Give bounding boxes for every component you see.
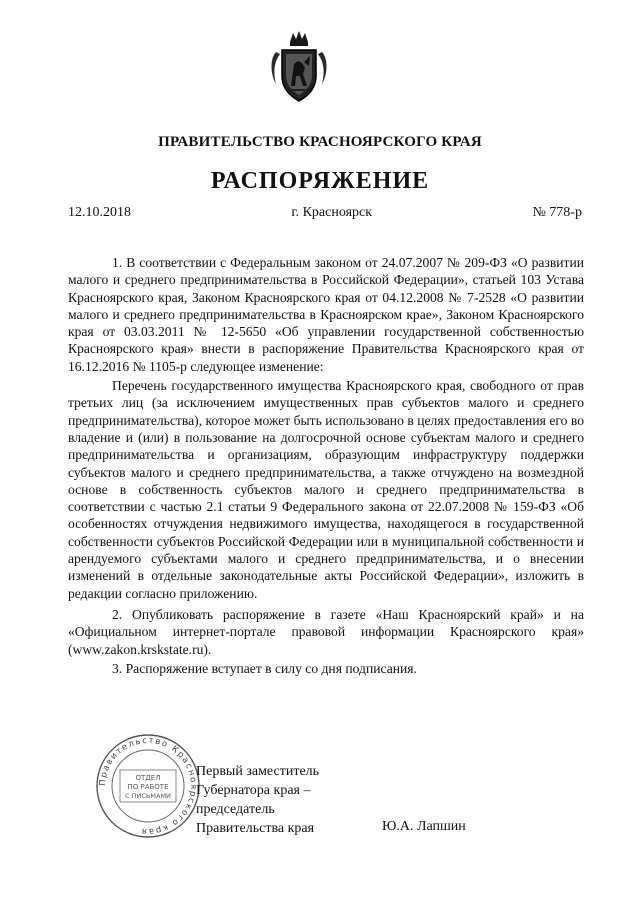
stamp-center-line-2: ПО РАБОТЕ [127,783,169,791]
signer-name: Ю.А. Лапшин [382,819,466,834]
stamp-ring-text: Правительство Красноярского края [97,735,199,837]
document-date: 12.10.2018 [68,205,131,220]
signer-title-line-3: председатель [196,802,275,817]
signature-block [196,762,319,838]
body-paragraph-2: Перечень государственного имущества Красноярского края, свободного от прав третьих лиц (за исключением имущественных прав субъектов малого и среднего предпринимательства), которое может быть использовано в целях предоставления его во владение и (или) в пользование на долгосрочной основе субъектам малого и среднего предпринимательства и организациям, образующим инфраструктуру поддержки субъектов малого и среднего предпринимательства, а также отчуждено на возмездной основе в собственность субъектов малого и среднего предпринимательства в соответствии с частью 2.1 статьи 9 Федерального закона от 22.07.2008 № 159-ФЗ «Об особенностях отчуждения недвижимого имущества, находящегося в государственной собственности субъектов Российской Федерации или в муниципальной собственности и арендуемого субъектами малого и среднего предпринимательства, и о внесении изменений в отдельные законодательные акты Российской Федерации», изложить в редакции согласно приложению. [68,378,584,601]
body-paragraph-1: 1. В соответствии с Федеральным законом от 24.07.2007 № 209-ФЗ «О развитии малого и среднего предпринимательства в Российской Федерации», статьей 103 Устава Красноярского края, Законом Красноярского края от 04.12.2008 № 7-2528 «О развитии малого и среднего предпринимательства в Красноярском крае», Законом Красноярского края от 03.03.2011 № 12-5650 «Об управлении государственной собственностью Красноярского края» внести в распоряжение Правительства Красноярского края от 16.12.2016 № 1105-р следующее изменение: [68,255,584,374]
body-paragraph-4: 3. Распоряжение вступает в силу со дня подписания. [112,660,417,676]
document-meta-row [68,205,582,221]
document-number: № 778-р [532,205,582,220]
government-title: ПРАВИТЕЛЬСТВО КРАСНОЯРСКОГО КРАЯ [158,134,482,150]
document-type-title: РАСПОРЯЖЕНИЕ [210,168,430,194]
signer-title-line-1: Первый заместитель [196,764,320,779]
official-stamp-icon [94,732,202,840]
document-city: г. Красноярск [291,205,373,220]
stamp-center-line-3: С ПИСЬМАМИ [125,792,171,800]
document-body [68,254,584,681]
signer-title-line-2: Губернатора края – [196,783,311,798]
coat-of-arms-icon [268,30,330,104]
signer-title-line-4: Правительства края [196,821,315,836]
body-paragraph-3: 2. Опубликовать распоряжение в газете «Наш Красноярский край» и на «Официальном интернет-портале правовой информации Красноярского края» (www.zakon.krskstate.ru). [68,606,584,657]
stamp-center-line-1: ОТДЕЛ [135,774,161,782]
